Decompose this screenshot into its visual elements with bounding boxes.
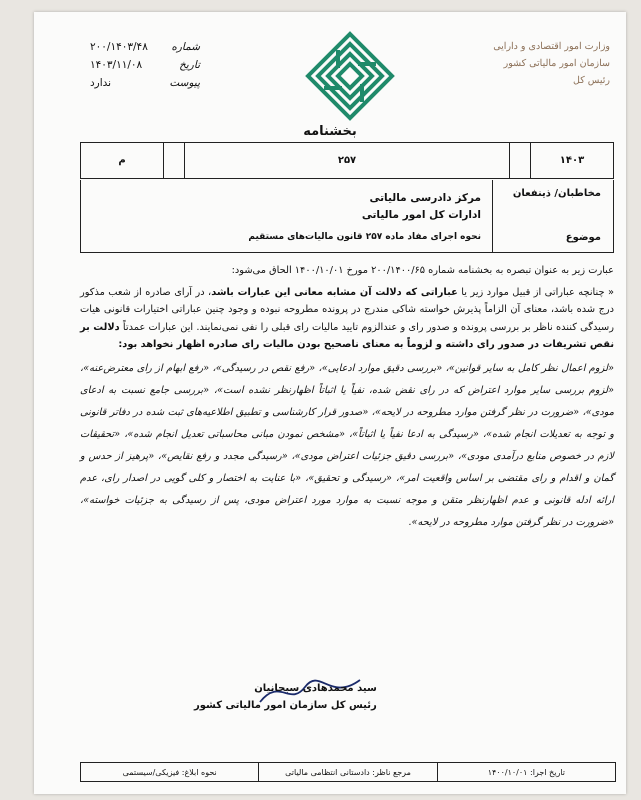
paragraph-text-1: « چنانچه عباراتی از قبیل موارد زیر یا <box>457 286 615 298</box>
supervising-authority: مرجع ناظر: دادستانی انتظامی مالیاتی <box>258 763 436 781</box>
subject-label: موضوع <box>565 232 601 243</box>
tax-organization-logo <box>304 30 396 122</box>
paragraph-bold-1: عباراتی که دلالت آن مشابه معانی این عبارات باشد <box>211 286 458 298</box>
recipient-1: مرکز دادرسی مالیاتی <box>369 192 481 204</box>
circular-number-row <box>80 142 614 179</box>
date-value: ۱۴۰۳/۱۱/۰۸ <box>90 59 143 71</box>
m-label: م <box>81 143 164 179</box>
agency-line-3: رئیس کل <box>573 75 610 86</box>
document-title: بخشنامه <box>303 124 357 139</box>
agency-line-2: سازمان امور مالیاتی کشور <box>503 58 610 69</box>
agency-line-1: وزارت امور اقتصادی و دارایی <box>493 41 610 52</box>
paragraph-bold-2: دلالت بر نقص تشریفات در صدور رای داشته و لزوماً به معنای ناصحیح بودن مالیات رای صادره اظهار نخواهد بود: <box>80 321 614 350</box>
attachment-label: پیوست <box>169 77 200 89</box>
signature-block <box>194 680 377 714</box>
signatory-name: سید محمدهادی سبحانیان <box>254 683 377 694</box>
intro-paragraph: عبارت زیر به عنوان تبصره به بخشنامه شماره ۲۰۰/۱۴۰۰/۶۵ مورخ ۱۴۰۰/۱۰/۰۱ الحاق می‌شود: <box>231 265 614 276</box>
letter-page <box>34 12 626 794</box>
letter-meta <box>90 38 200 92</box>
signatory-position: رئیس کل سازمان امور مالیاتی کشور <box>194 700 377 711</box>
paragraph-text-2: ، در آرای صادره از شعب مذکور درج شده باشد، معنای آن الزاماً پذیرش خواسته شاکی مندرج در پرونده مطروحه نبوده و وجود چنین عباراتی اختیارات قانونی هیات رسیدگی کننده ناظر بر بررسی پرونده و صدور رای و عندالزوم تایید مالیات رای قبلی را نفی نمی‌نمایند. این عبارات عمدتاً <box>80 286 614 333</box>
recipient-2: ادارات کل امور مالیاتی <box>361 209 481 221</box>
number-value: ۲۰۰/۱۴۰۳/۴۸ <box>90 41 148 53</box>
phrase-list: «لزوم اعمال نظر کامل به سایر قوانین»، «بررسی دقیق موارد ادعایی»، «رفع نقص در رسیدگی»، «رفع ابهام از رای معترض‌عنه»، «لزوم بررسی سایر موارد اعتراض که در رای نقض شده، نفیاً یا اثباتاً اظهارنظر نشده است»، «بررسی جامع نسبت به ادعای مودی»، «ضرورت در نظر گرفتن موارد مطروحه در لایحه»، «صدور قرار کارشناسی و تطبیق اطلاعیه‌های ثبت شده در دفاتر قانونی و توجه به تعدیلات انجام شده»، «رسیدگی به ادعا نفیاً یا اثباتاً»، «مشخص نمودن مبانی محاسباتی تعدیل انجام شده»، «تحقیقات لازم در خصوص منابع درآمدی مودی»، «بررسی دقیق جزئیات اعتراض مودی»، «رسیدگی مجدد و رفع نقایص»، «پرهیز از حدس و گمان و اقدام و رای مقتضی بر اساس واقعیت امر»، «رسیدگی و تحقیق»، «با عنایت به اختصار و کلی گویی در اصدار رای، عدم ارائه ادله قانونی و عدم اظهارنظر متقن و موجه نسبت به موارد مورد اعتراض مودی، پس از رسیدگی به جزئیات خواسته»، «ضرورت در نظر گرفتن موارد مطروحه در لایحه». <box>80 362 614 528</box>
recipients-list <box>362 190 481 224</box>
recipients-box <box>80 180 614 253</box>
subject-text: نحوه اجرای مفاد ماده ۲۵۷ قانون مالیات‌های مستقیم <box>248 232 481 242</box>
exec-date: تاریخ اجرا: ۱۴۰۰/۱۰/۰۱ <box>437 763 615 781</box>
main-paragraph <box>80 284 614 354</box>
agency-header <box>490 38 610 89</box>
recipients-label: مخاطبان/ ذینفعان <box>512 188 601 199</box>
circular-year: ۱۴۰۳ <box>531 143 614 179</box>
attachment-value: ندارد <box>90 77 112 89</box>
footer-row <box>80 762 616 782</box>
number-label: شماره <box>171 41 200 53</box>
notification-method: نحوه ابلاغ: فیزیکی/سیستمی <box>122 767 217 777</box>
letter-body <box>80 262 614 538</box>
circular-number: ۲۵۷ <box>185 143 510 179</box>
date-label: تاریخ <box>179 59 200 71</box>
